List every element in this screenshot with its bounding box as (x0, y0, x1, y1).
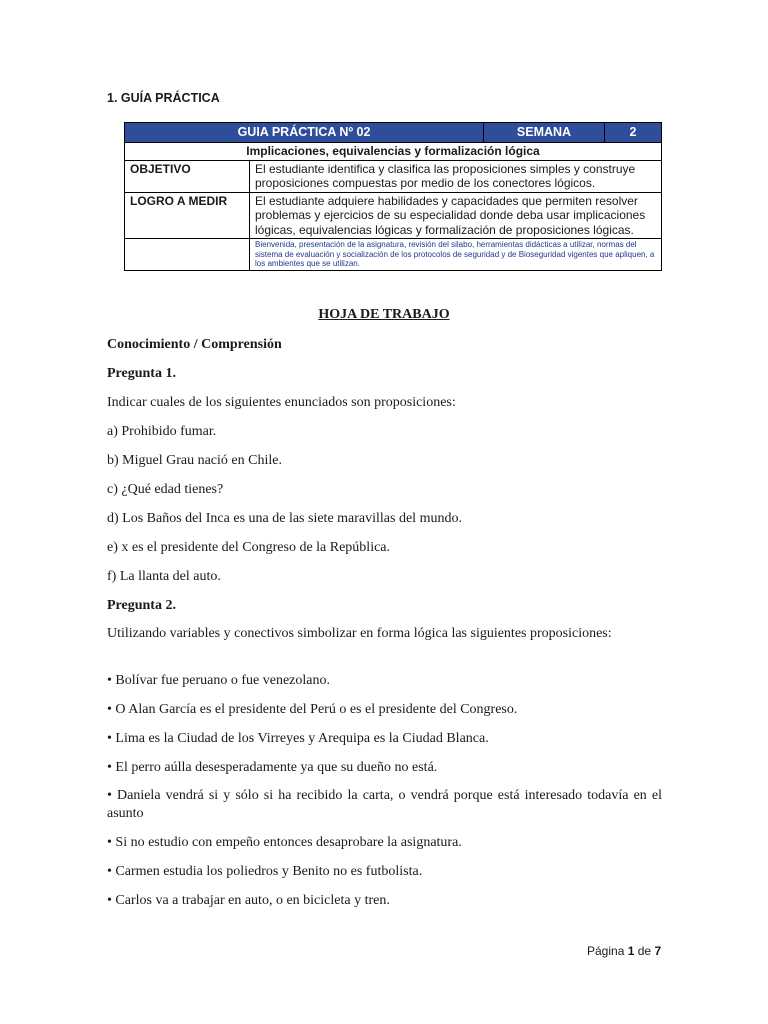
guide-table-header-row (125, 123, 662, 143)
list-item: • Carlos va a trabajar en auto, o en bicicleta y tren. (107, 893, 390, 908)
guide-table-title: GUIA PRÁCTICA Nº 02 (125, 123, 484, 143)
table-row (125, 239, 662, 271)
of-word: de (637, 944, 652, 958)
category-heading: Conocimiento / Comprensión (107, 337, 282, 352)
objective-text: El estudiante identifica y clasifica las proposiciones simples y construye proposiciones compuestas por medio de los conectores lógicos. (250, 160, 662, 192)
question-2-title: Pregunta 2. (107, 598, 176, 613)
achievement-label: LOGRO A MEDIR (125, 192, 250, 239)
list-item: b) Miguel Grau nació en Chile. (107, 453, 282, 468)
page-total: 7 (654, 944, 662, 958)
list-item: • Carmen estudia los poliedros y Benito no es futbolista. (107, 864, 423, 879)
list-item: e) x es el presidente del Congreso de la República. (107, 540, 391, 555)
table-row (125, 160, 662, 192)
list-item: • Bolívar fue peruano o fue venezolano. (107, 673, 330, 688)
list-item: d) Los Baños del Inca es una de las siete maravillas del mundo. (107, 511, 462, 526)
list-item: c) ¿Qué edad tienes? (107, 482, 224, 497)
page-number (587, 944, 661, 958)
list-item: • Lima es la Ciudad de los Virreyes y Arequipa es la Ciudad Blanca. (107, 731, 489, 746)
list-item: • O Alan García es el presidente del Perú o es el presidente del Congreso. (107, 702, 518, 717)
list-item: • Daniela vendrá si y sólo si ha recibido la carta, o vendrá porque está interesado todavía en el asunto (107, 788, 662, 821)
page-word: Página (587, 944, 625, 958)
objective-label: OBJETIVO (125, 160, 250, 192)
welcome-text: Bienvenida, presentación de la asignatura, revisión del silabo, herramientas didácticas a utilizar, normas del sistema de evaluación y socialización de los protocolos de seguridad y de Bioseguridad vigentes que apliquen, a los ambientes que se utilizan. (250, 239, 662, 271)
guide-table-week-label: SEMANA (484, 123, 605, 143)
table-row (125, 192, 662, 239)
worksheet-title: HOJA DE TRABAJO (318, 307, 450, 322)
list-item: a) Prohibido fumar. (107, 424, 217, 439)
list-item: • El perro aúlla desesperadamente ya que su dueño no está. (107, 760, 438, 775)
question-1-title: Pregunta 1. (107, 366, 176, 381)
question-1-prompt: Indicar cuales de los siguientes enunciados son proposiciones: (107, 395, 456, 410)
page-current: 1 (627, 944, 635, 958)
guide-table-week-value: 2 (605, 123, 662, 143)
guide-table-subtitle-row (125, 143, 662, 161)
question-2-prompt: Utilizando variables y conectivos simbolizar en forma lógica las siguientes proposiciones: (107, 626, 612, 641)
achievement-text: El estudiante adquiere habilidades y capacidades que permiten resolver problemas y ejercicios de su especialidad donde deba usar implicaciones lógicas, equivalencias lógicas y formalización de proposiciones lógicas. (250, 192, 662, 239)
guide-table-subtitle: Implicaciones, equivalencias y formalización lógica (125, 143, 662, 161)
section-heading: 1. GUÍA PRÁCTICA (107, 91, 220, 105)
list-item: • Si no estudio con empeño entonces desaprobare la asignatura. (107, 835, 462, 850)
list-item: f) La llanta del auto. (107, 569, 221, 584)
guide-table (124, 122, 662, 271)
welcome-label (125, 239, 250, 271)
